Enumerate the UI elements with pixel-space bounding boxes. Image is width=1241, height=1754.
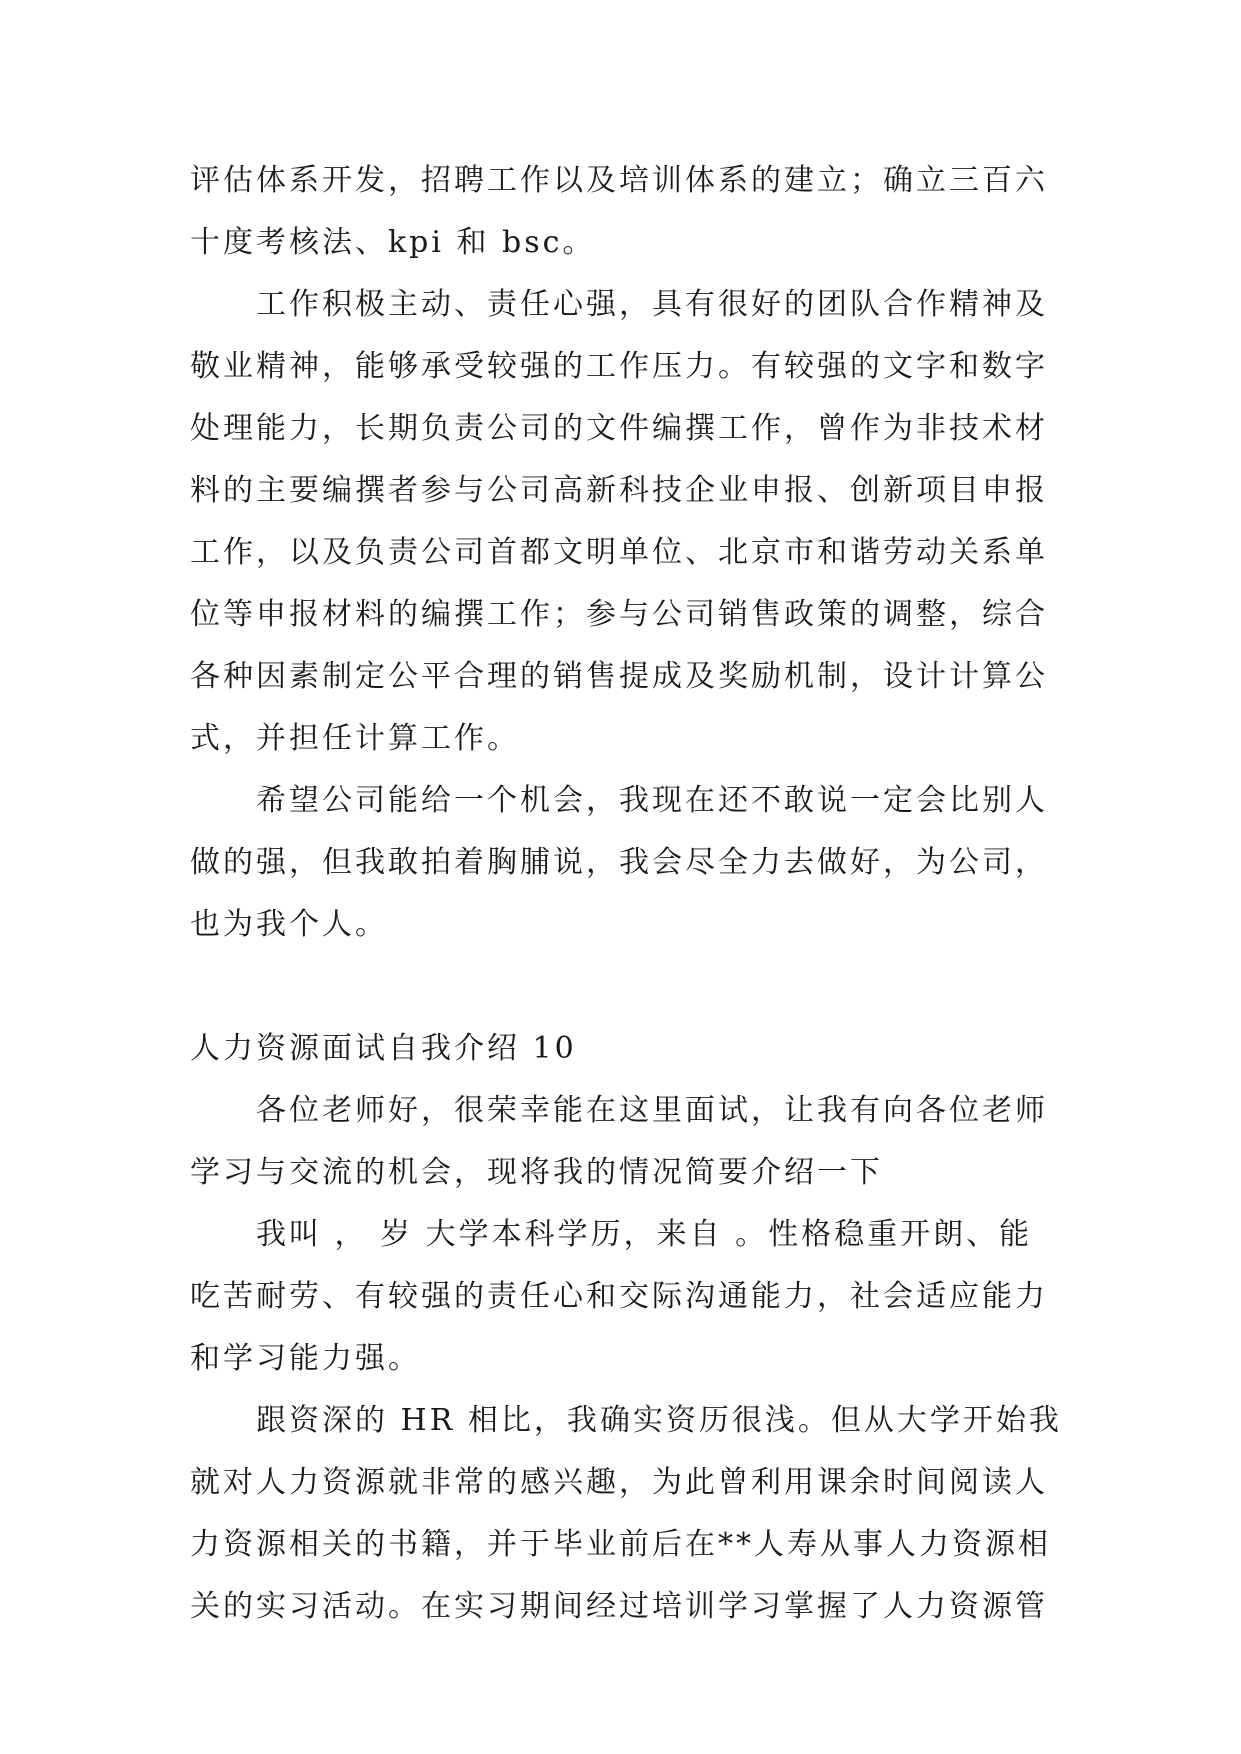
- text-line: 吃苦耐劳、有较强的责任心和交际沟通能力，社会适应能力: [190, 1279, 1048, 1314]
- paragraph-evaluation-system: [190, 150, 1070, 274]
- text-line: 式，并担任计算工作。: [190, 721, 520, 756]
- paragraph-experience: [190, 1390, 1070, 1638]
- text-line: 和学习能力强。: [190, 1341, 421, 1376]
- text-line: 希望公司能给一个机会，我现在还不敢说一定会比别人: [256, 783, 1048, 818]
- paragraph-greeting: [190, 1080, 1070, 1204]
- section-heading: [190, 1018, 1070, 1080]
- heading-text: 人力资源面试自我介绍 10: [190, 1031, 577, 1066]
- text-line: 我叫 ， 岁 大学本科学历，来自 。性格稳重开朗、能: [256, 1217, 1033, 1252]
- blank-line: [190, 956, 1070, 1018]
- text-line: 做的强，但我敢拍着胸脯说，我会尽全力去做好，为公司，: [190, 845, 1048, 880]
- text-line: 就对人力资源就非常的感兴趣，为此曾利用课余时间阅读人: [190, 1465, 1048, 1500]
- text-line: 跟资深的 HR 相比，我确实资历很浅。但从大学开始我: [256, 1403, 1062, 1438]
- text-line: 各位老师好，很荣幸能在这里面试，让我有向各位老师: [256, 1093, 1048, 1128]
- paragraph-work-attitude: [190, 274, 1070, 770]
- text-line: 位等申报材料的编撰工作；参与公司销售政策的调整，综合: [190, 597, 1048, 632]
- paragraph-personal-info: [190, 1204, 1070, 1390]
- text-line: 十度考核法、kpi 和 bsc。: [190, 225, 596, 260]
- text-line: 工作，以及负责公司首都文明单位、北京市和谐劳动关系单: [190, 535, 1048, 570]
- text-line: 料的主要编撰者参与公司高新科技企业申报、创新项目申报: [190, 473, 1048, 508]
- text-line: 关的实习活动。在实习期间经过培训学习掌握了人力资源管: [190, 1589, 1048, 1624]
- text-line: 力资源相关的书籍，并于毕业前后在**人寿从事人力资源相: [190, 1527, 1051, 1562]
- text-line: 敬业精神，能够承受较强的工作压力。有较强的文字和数字: [190, 349, 1048, 384]
- text-line: 学习与交流的机会，现将我的情况简要介绍一下: [190, 1155, 883, 1190]
- text-line: 工作积极主动、责任心强，具有很好的团队合作精神及: [256, 287, 1048, 322]
- text-line: 处理能力，长期负责公司的文件编撰工作，曾作为非技术材: [190, 411, 1048, 446]
- text-line: 评估体系开发，招聘工作以及培训体系的建立；确立三百六: [190, 163, 1048, 198]
- paragraph-hope: [190, 770, 1070, 956]
- document-body: [190, 150, 1070, 1638]
- text-line: 也为我个人。: [190, 907, 388, 942]
- text-line: 各种因素制定公平合理的销售提成及奖励机制，设计计算公: [190, 659, 1048, 694]
